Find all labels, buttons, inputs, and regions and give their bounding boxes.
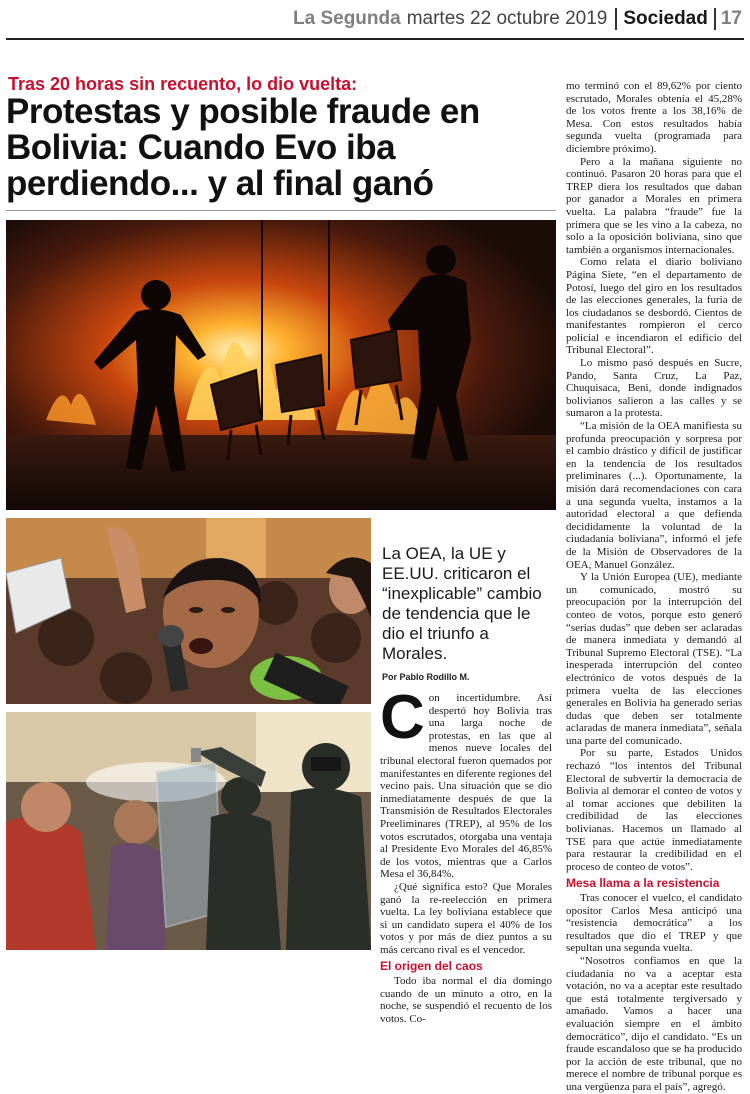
photo-caption: La OEA, la UE y EE.UU. criticaron el “inexplicable” cambio de tendencia que le dio el triunfo a Morales. <box>382 544 542 663</box>
fire-scene-illustration <box>6 220 556 510</box>
body-paragraph: Lo mismo pasó después en Sucre, Pando, Santa Cruz, La Paz, Chuquisaca, Beni, donde indignados bolivianos salieron a las calles y se sumaron a la protesta. <box>566 357 742 420</box>
fire-protest-photo <box>6 220 556 510</box>
subheading-resistance: Mesa llama a la resistencia <box>566 876 720 891</box>
body-paragraph <box>566 80 742 156</box>
subheading-origin: El origen del caos <box>380 959 483 974</box>
section-name: Sociedad <box>615 8 707 30</box>
body-paragraph: Todo iba normal el día domingo cuando de un minuto a otro, en la noche, se suspendió el recuento de los votos. Co- <box>380 975 552 1025</box>
byline: Por Pablo Rodillo M. <box>382 672 470 682</box>
body-paragraph: ¿Qué significa esto? Que Morales ganó la re-reelección en primera vuelta. La ley boliviana establece que si un candidato supera el 40% de los votos y por más de diez puntos a su más cercano rival es el vencedor. <box>380 880 552 956</box>
title-divider <box>6 210 556 211</box>
body-paragraph: Como relata el diario boliviano Página Siete, “en el departamento de Potosí, luego del giro en los resultados de las elecciones generales, la furia de los ciudadanos se desbordó. Cientos de manifestantes rompieron el cerco policial e incendiaron el edificio del Tribunal Electoral”. <box>566 256 742 357</box>
article-body-right <box>566 80 742 1094</box>
drop-cap: C <box>380 683 425 752</box>
evo-speech-illustration <box>6 518 371 704</box>
riot-police-photo <box>6 712 371 950</box>
lead-paragraph <box>380 683 552 881</box>
body-paragraph: Pero a la mañana siguiente no continuó. Pasaron 20 horas para que el TREP diera los resultados que daban por ganador a Morales en primera vuelta. La palabra “fraude” fue la primera que se les vino a la cabeza, no solo a la oposición boliviana, sino que también a organismos internacionales. <box>566 155 742 256</box>
body-paragraph: “La misión de la OEA manifiesta su profunda preocupación y sorpresa por el cambio drástico y difícil de justificar en la tendencia de los resultados preliminares (...). Oportunamente, la misión dará recomendaciones con cara a una segunda vuelta, instamos a la autoridad electoral a que defienda decididamente la voluntad de la ciudadanía boliviana”, informó el jefe de la Misión de Observadores de la OEA, Manuel González. <box>566 420 742 571</box>
kicker: Tras 20 horas sin recuento, lo dio vuelta: <box>8 74 358 94</box>
body-paragraph: “Nosotros confiamos en que la ciudadanía no va a aceptar esta votación, no va a aceptar este resultado que está totalmente tergiversado y amañado. Vamos a hacer una evaluación siempre en el ámbito democrático”, dijo el candidato. “Es un fraude escandaloso que se ha producido por la acción de este tribunal, que no merece el nombre de tribunal porque es una vergüenza para el país”, agregó. <box>566 954 742 1093</box>
issue-date: martes 22 octubre 2019 <box>406 8 608 29</box>
masthead <box>293 8 742 30</box>
article-body-middle <box>380 683 552 1025</box>
continued-text: mo terminó con el 89,62% por ciento escrutado, Morales obtenía el 45,28% de los votos frente a los 38,16% de Mesa. Con estos resultados había segunda vuelta (programada para diciembre próximo). <box>566 80 742 155</box>
evo-morales-photo <box>6 518 371 704</box>
headline: Protestas y posible fraude en Bolivia: Cuando Evo iba perdiendo... y al final ganó <box>6 92 480 203</box>
riot-scene-illustration <box>6 712 371 950</box>
lead-text: on incertidumbre. Así despertó hoy Bolivia tras una larga noche de protestas, en las que al menos nueve locales del tribunal electoral fueron quemados por manifestantes en diferente regiones del vecino país. Una situación que se dio inmediatamente después de que la Transmisión de Resultados Electorales Preeliminares (TREP), al 95% de los votos escrutados, otorgaba una ventaja al Presidente Evo Morales del 46,85% de los votos, mientras que a Carlos Mesa el 36,84%. <box>380 692 552 881</box>
body-paragraph: Por su parte, Estados Unidos rechazó “los intentos del Tribunal Electoral de subvertir la democracia de Bolivia al demorar el conteo de votos y al tomar acciones que debiliten la credibilidad de las elecciones bolivianas. Hacemos un llamado al TSE para que actúe inmediatamente para restaurar la credibilidad en el proceso de conteo de votos”. <box>566 747 742 873</box>
header-divider <box>6 38 744 40</box>
newspaper-brand: La Segunda <box>293 8 401 29</box>
body-paragraph: Tras conocer el vuelco, el candidato opositor Carlos Mesa anticipó una “resistencia democrática” a los resultados que dio el TREP y que sepultan una segunda vuelta. <box>566 892 742 955</box>
body-paragraph: Y la Unión Europea (UE), mediante un comunicado, mostró su preocupación por la interrupción del conteo de votos, porque esto generó “serias dudas” que deben ser aclaradas de manera inmediata y demandó al Tribunal Supremo Electoral (TSE). “La inesperada interrupción del conteo electrónico de votos después de la primera vuelta de las elecciones generales en Bolivia ha generado serias dudas que deben ser totalmente aclaradas de manera inmediata”, señala una parte del comunicado. <box>566 571 742 747</box>
page-number: 17 <box>714 8 742 30</box>
